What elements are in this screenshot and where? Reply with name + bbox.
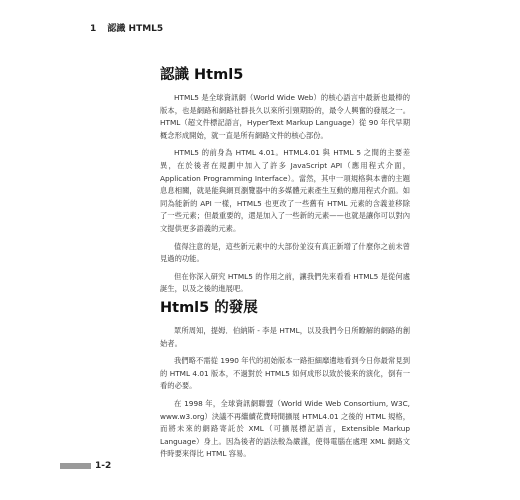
page-number: 1-2 bbox=[95, 461, 112, 471]
page-footer bbox=[60, 461, 111, 471]
footer-bar bbox=[60, 463, 91, 469]
paragraph: 在 1998 年，全球資訊網聯盟（World Wide Web Consortium, W3C, www.w3.org）決議不再繼續花費時間擴展 HTML4.01 之後的 HTML 規格，而將未來的網路寄託於 XML（可擴展標記語言，Extensible Markup Language）身上。因為後者的語法較為嚴謹，使得電腦在處理 XML 網路文件時要來得比 HTML 容易。 bbox=[160, 398, 410, 459]
paragraph: 值得注意的是，這些新元素中的大部份並沒有真正新增了什麼你之前未曾見過的功能。 bbox=[160, 241, 410, 264]
running-header bbox=[90, 21, 163, 34]
chapter-number: 1 bbox=[90, 24, 97, 34]
section-title: Html5 的發展 bbox=[160, 300, 258, 316]
paragraph: 但在你深入研究 HTML5 的作用之前，讓我們先來看看 HTML5 是從何處誕生，以及之後的進展吧。 bbox=[160, 271, 410, 294]
section-title: 認識 Html5 bbox=[160, 67, 244, 83]
section-history bbox=[160, 299, 410, 466]
paragraph: 眾所周知，提姆．伯納斯 - 李是 HTML，以及我們今日所瞭解的網路的創始者。 bbox=[160, 326, 410, 348]
section-intro bbox=[160, 66, 410, 301]
paragraph: HTML5 是全球資訊網（World Wide Web）的核心語言中最新也最棒的版本，也是網路和網路社群長久以來所引頸期盼的，最令人興奮的發展之一。HTML（超文件標記語言，HyperText Markup Language）從 90 年代早期概念形成開始，就一直是所有網路文件的核心部份。 bbox=[160, 93, 410, 140]
paragraph: HTML5 的前身為 HTML 4.01。HTML4.01 與 HTML 5 之間的主要差異，在於後者在規劃中加入了許多 JavaScript API（應用程式介面，Application Programming Interface）。當然，其中一項規格與本書的主題息息相關，就是能與網頁瀏覽器中的多媒體元素產生互動的應用程式介面。如同為能新的 API 一樣，HTML5 也更改了一些舊有 HTML 元素的含義並移除了一些元素；但最重要的，還是加入了一些新的元素——也就是讓你可以對內文提供更多語義的元素。 bbox=[160, 148, 410, 233]
paragraph: 我們略不需從 1990 年代的初始版本一路拒細靡遺地看到今日你最常見到的 HTML 4.01 版本，不過對於 HTML5 如何成形以致於後來的演化，倒有一看的必要。 bbox=[160, 356, 410, 391]
chapter-title: 認識 HTML5 bbox=[107, 24, 164, 34]
